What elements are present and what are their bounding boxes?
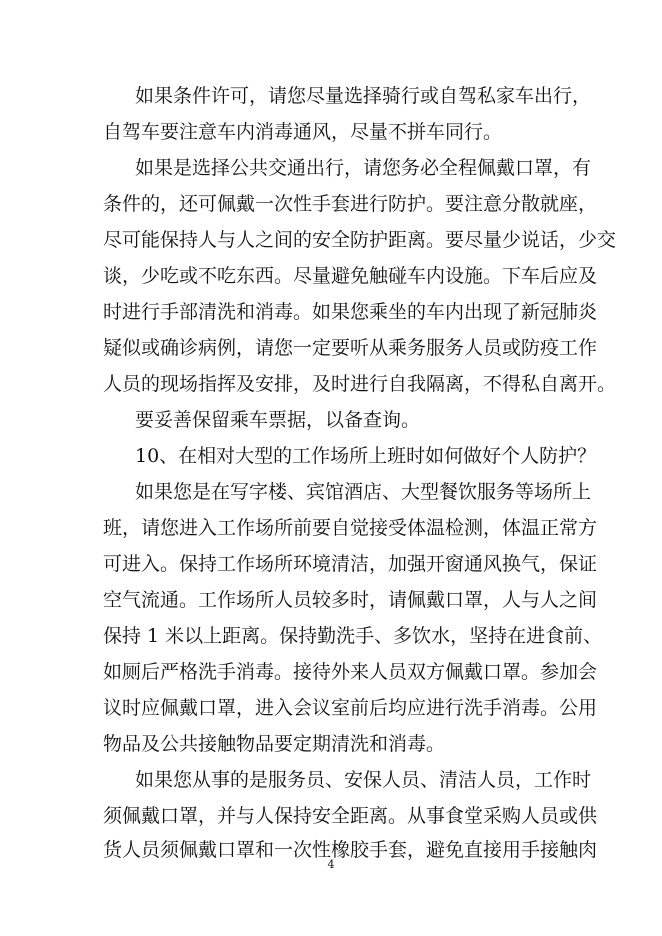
paragraph-line: 议时应佩戴口罩，进入会议室前后均应进行洗手消毒。公用 bbox=[103, 697, 598, 719]
paragraph-line: 疑似或确诊病例，请您一定要听从乘务服务人员或防疫工作 bbox=[103, 337, 598, 359]
paragraph-line: 条件的，还可佩戴一次性手套进行防护。要注意分散就座， bbox=[103, 193, 598, 215]
paragraph-line: 要妥善保留乘车票据，以备查询。 bbox=[135, 409, 421, 431]
page-number: 4 bbox=[327, 858, 335, 871]
paragraph-line: 如果您从事的是服务员、安保人员、清洁人员，工作时 bbox=[135, 769, 592, 791]
paragraph-line: 保持 1 米以上距离。保持勤洗手、多饮水，坚持在进食前、 bbox=[103, 625, 603, 647]
paragraph-line: 如厕后严格洗手消毒。接待外来人员双方佩戴口罩。参加会 bbox=[103, 661, 598, 683]
paragraph-line: 可进入。保持工作场所环境清洁，加强开窗通风换气，保证 bbox=[103, 553, 598, 575]
paragraph-line: 谈，少吃或不吃东西。尽量避免触碰车内设施。下车后应及 bbox=[103, 265, 598, 287]
paragraph-line: 须佩戴口罩，并与人保持安全距离。从事食堂采购人员或供 bbox=[103, 805, 598, 827]
paragraph-line: 班，请您进入工作场所前要自觉接受体温检测，体温正常方 bbox=[103, 517, 598, 539]
paragraph-line: 时进行手部清洗和消毒。如果您乘坐的车内出现了新冠肺炎 bbox=[103, 301, 598, 323]
paragraph-line: 货人员须佩戴口罩和一次性橡胶手套，避免直接用手接触肉 bbox=[103, 839, 598, 861]
paragraph-line: 如果条件许可，请您尽量选择骑行或自驾私家车出行， bbox=[135, 85, 592, 107]
paragraph-line: 自驾车要注意车内消毒通风，尽量不拼车同行。 bbox=[103, 121, 503, 143]
paragraph-line: 人员的现场指挥及安排，及时进行自我隔离，不得私自离开。 bbox=[103, 373, 617, 395]
section-heading: 10、在相对大型的工作场所上班时如何做好个人防护？ bbox=[135, 445, 597, 467]
paragraph-line: 物品及公共接触物品要定期清洗和消毒。 bbox=[103, 733, 446, 755]
paragraph-line: 如果是选择公共交通出行，请您务必全程佩戴口罩，有 bbox=[135, 157, 592, 179]
paragraph-line: 如果您是在写字楼、宾馆酒店、大型餐饮服务等场所上 bbox=[135, 481, 592, 503]
paragraph-line: 空气流通。工作场所人员较多时，请佩戴口罩，人与人之间 bbox=[103, 589, 598, 611]
paragraph-line: 尽可能保持人与人之间的安全防护距离。要尽量少说话，少交 bbox=[103, 229, 617, 251]
